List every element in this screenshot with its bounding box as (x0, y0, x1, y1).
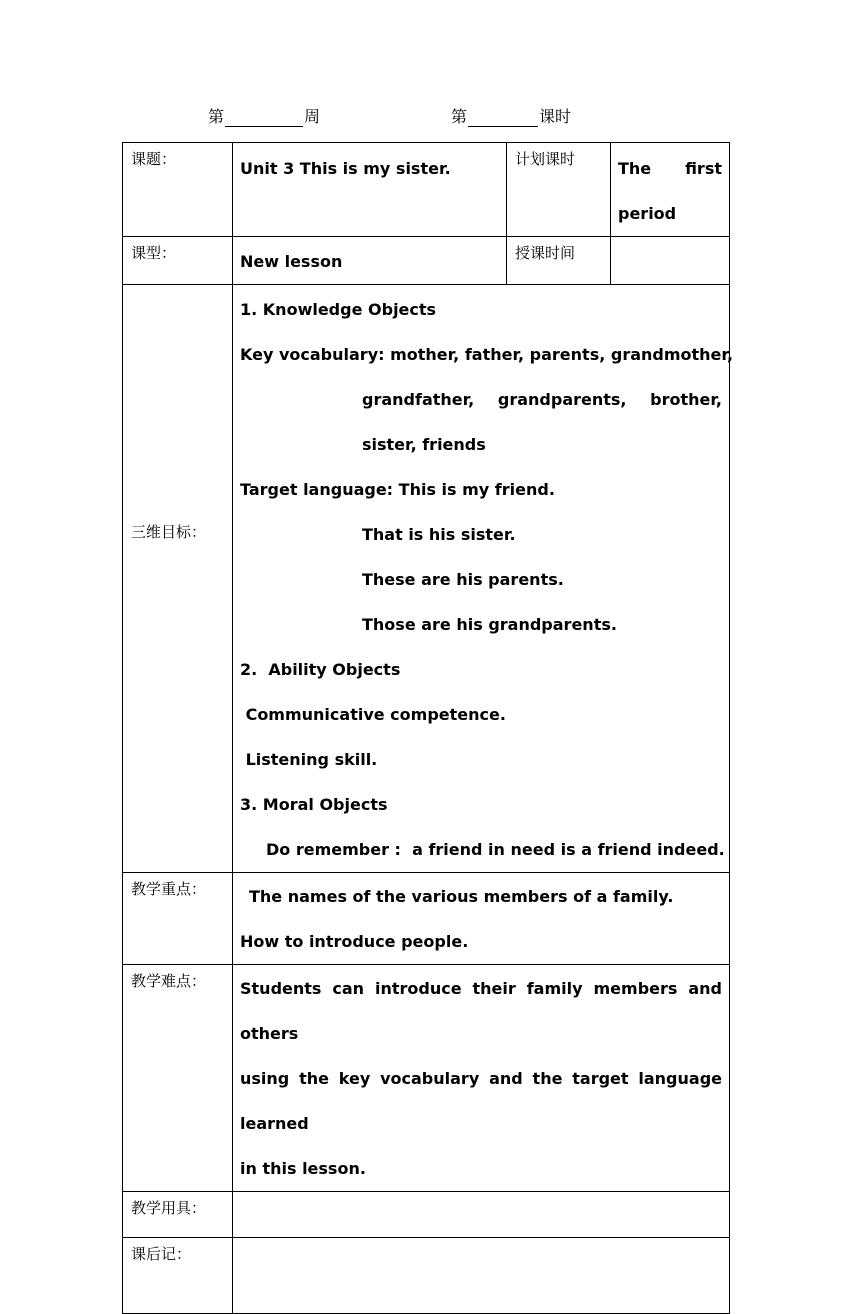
difficulties-label: 教学难点： (123, 965, 233, 1192)
notes-cell[interactable] (233, 1238, 730, 1314)
topic-cell[interactable] (233, 143, 507, 237)
tools-cell[interactable] (233, 1192, 730, 1238)
type-label: 课型： (123, 237, 233, 285)
key-points-label: 教学重点： (123, 873, 233, 965)
notes-label: 课后记： (123, 1238, 233, 1314)
topic-value: Unit 3 This is my sister. (240, 159, 451, 178)
period-prefix: 第 (451, 107, 468, 126)
key-points-line2: How to introduce people. (240, 932, 469, 951)
row-notes (123, 1238, 730, 1314)
row-topic (123, 143, 730, 237)
teaching-time-label: 授课时间 (507, 237, 611, 285)
plan-hours-line2: period (618, 204, 677, 223)
objective-line: Those are his grandparents. (362, 615, 617, 634)
objectives-cell[interactable] (233, 285, 734, 873)
objective-line: 2. Ability Objects (240, 660, 401, 679)
period-blank[interactable] (468, 110, 538, 127)
page-header (0, 104, 860, 128)
objective-line: Communicative competence. (240, 705, 506, 724)
difficulties-line3: in this lesson. (240, 1159, 366, 1178)
week-blank[interactable] (225, 110, 303, 127)
difficulties-cell[interactable] (233, 965, 730, 1192)
type-value: New lesson (240, 252, 343, 271)
objective-line: 1. Knowledge Objects (240, 300, 437, 319)
period-field (451, 104, 571, 127)
objective-line: Listening skill. (240, 750, 378, 769)
row-objectives (123, 285, 730, 873)
objectives-label-cell (123, 285, 233, 873)
plan-hours-label: 计划课时 (507, 143, 611, 237)
objective-line: These are his parents. (362, 570, 564, 589)
objective-line: Key vocabulary: mother, father, parents, grandmother, (240, 345, 734, 364)
row-tools (123, 1192, 730, 1238)
objective-line: Do remember : a friend in need is a friend indeed. (266, 840, 725, 859)
teaching-time-cell[interactable] (611, 237, 730, 285)
difficulties-line2: using the key vocabulary and the target language learned (240, 1069, 722, 1133)
objective-line: sister, friends (362, 435, 486, 454)
tools-label: 教学用具： (123, 1192, 233, 1238)
key-points-cell[interactable] (233, 873, 730, 965)
week-prefix: 第 (208, 107, 225, 126)
plan-hours-line1: The first (618, 159, 722, 178)
week-field (208, 104, 320, 127)
objective-line: Target language: This is my friend. (240, 480, 555, 499)
plan-hours-cell[interactable] (611, 143, 730, 237)
key-points-line1: The names of the various members of a family. (249, 887, 674, 906)
row-difficulties (123, 965, 730, 1192)
type-cell[interactable] (233, 237, 507, 285)
objectives-label: 三维目标： (131, 522, 207, 541)
week-suffix: 周 (304, 107, 321, 126)
objective-line: grandfather, grandparents, brother, (362, 390, 722, 409)
objective-line: 3. Moral Objects (240, 795, 388, 814)
difficulties-line1: Students can introduce their family members and others (240, 979, 722, 1043)
row-key-points (123, 873, 730, 965)
row-type (123, 237, 730, 285)
period-suffix: 课时 (539, 107, 572, 126)
topic-label: 课题： (123, 143, 233, 237)
objective-line: That is his sister. (362, 525, 516, 544)
lesson-plan-table (122, 142, 734, 1314)
